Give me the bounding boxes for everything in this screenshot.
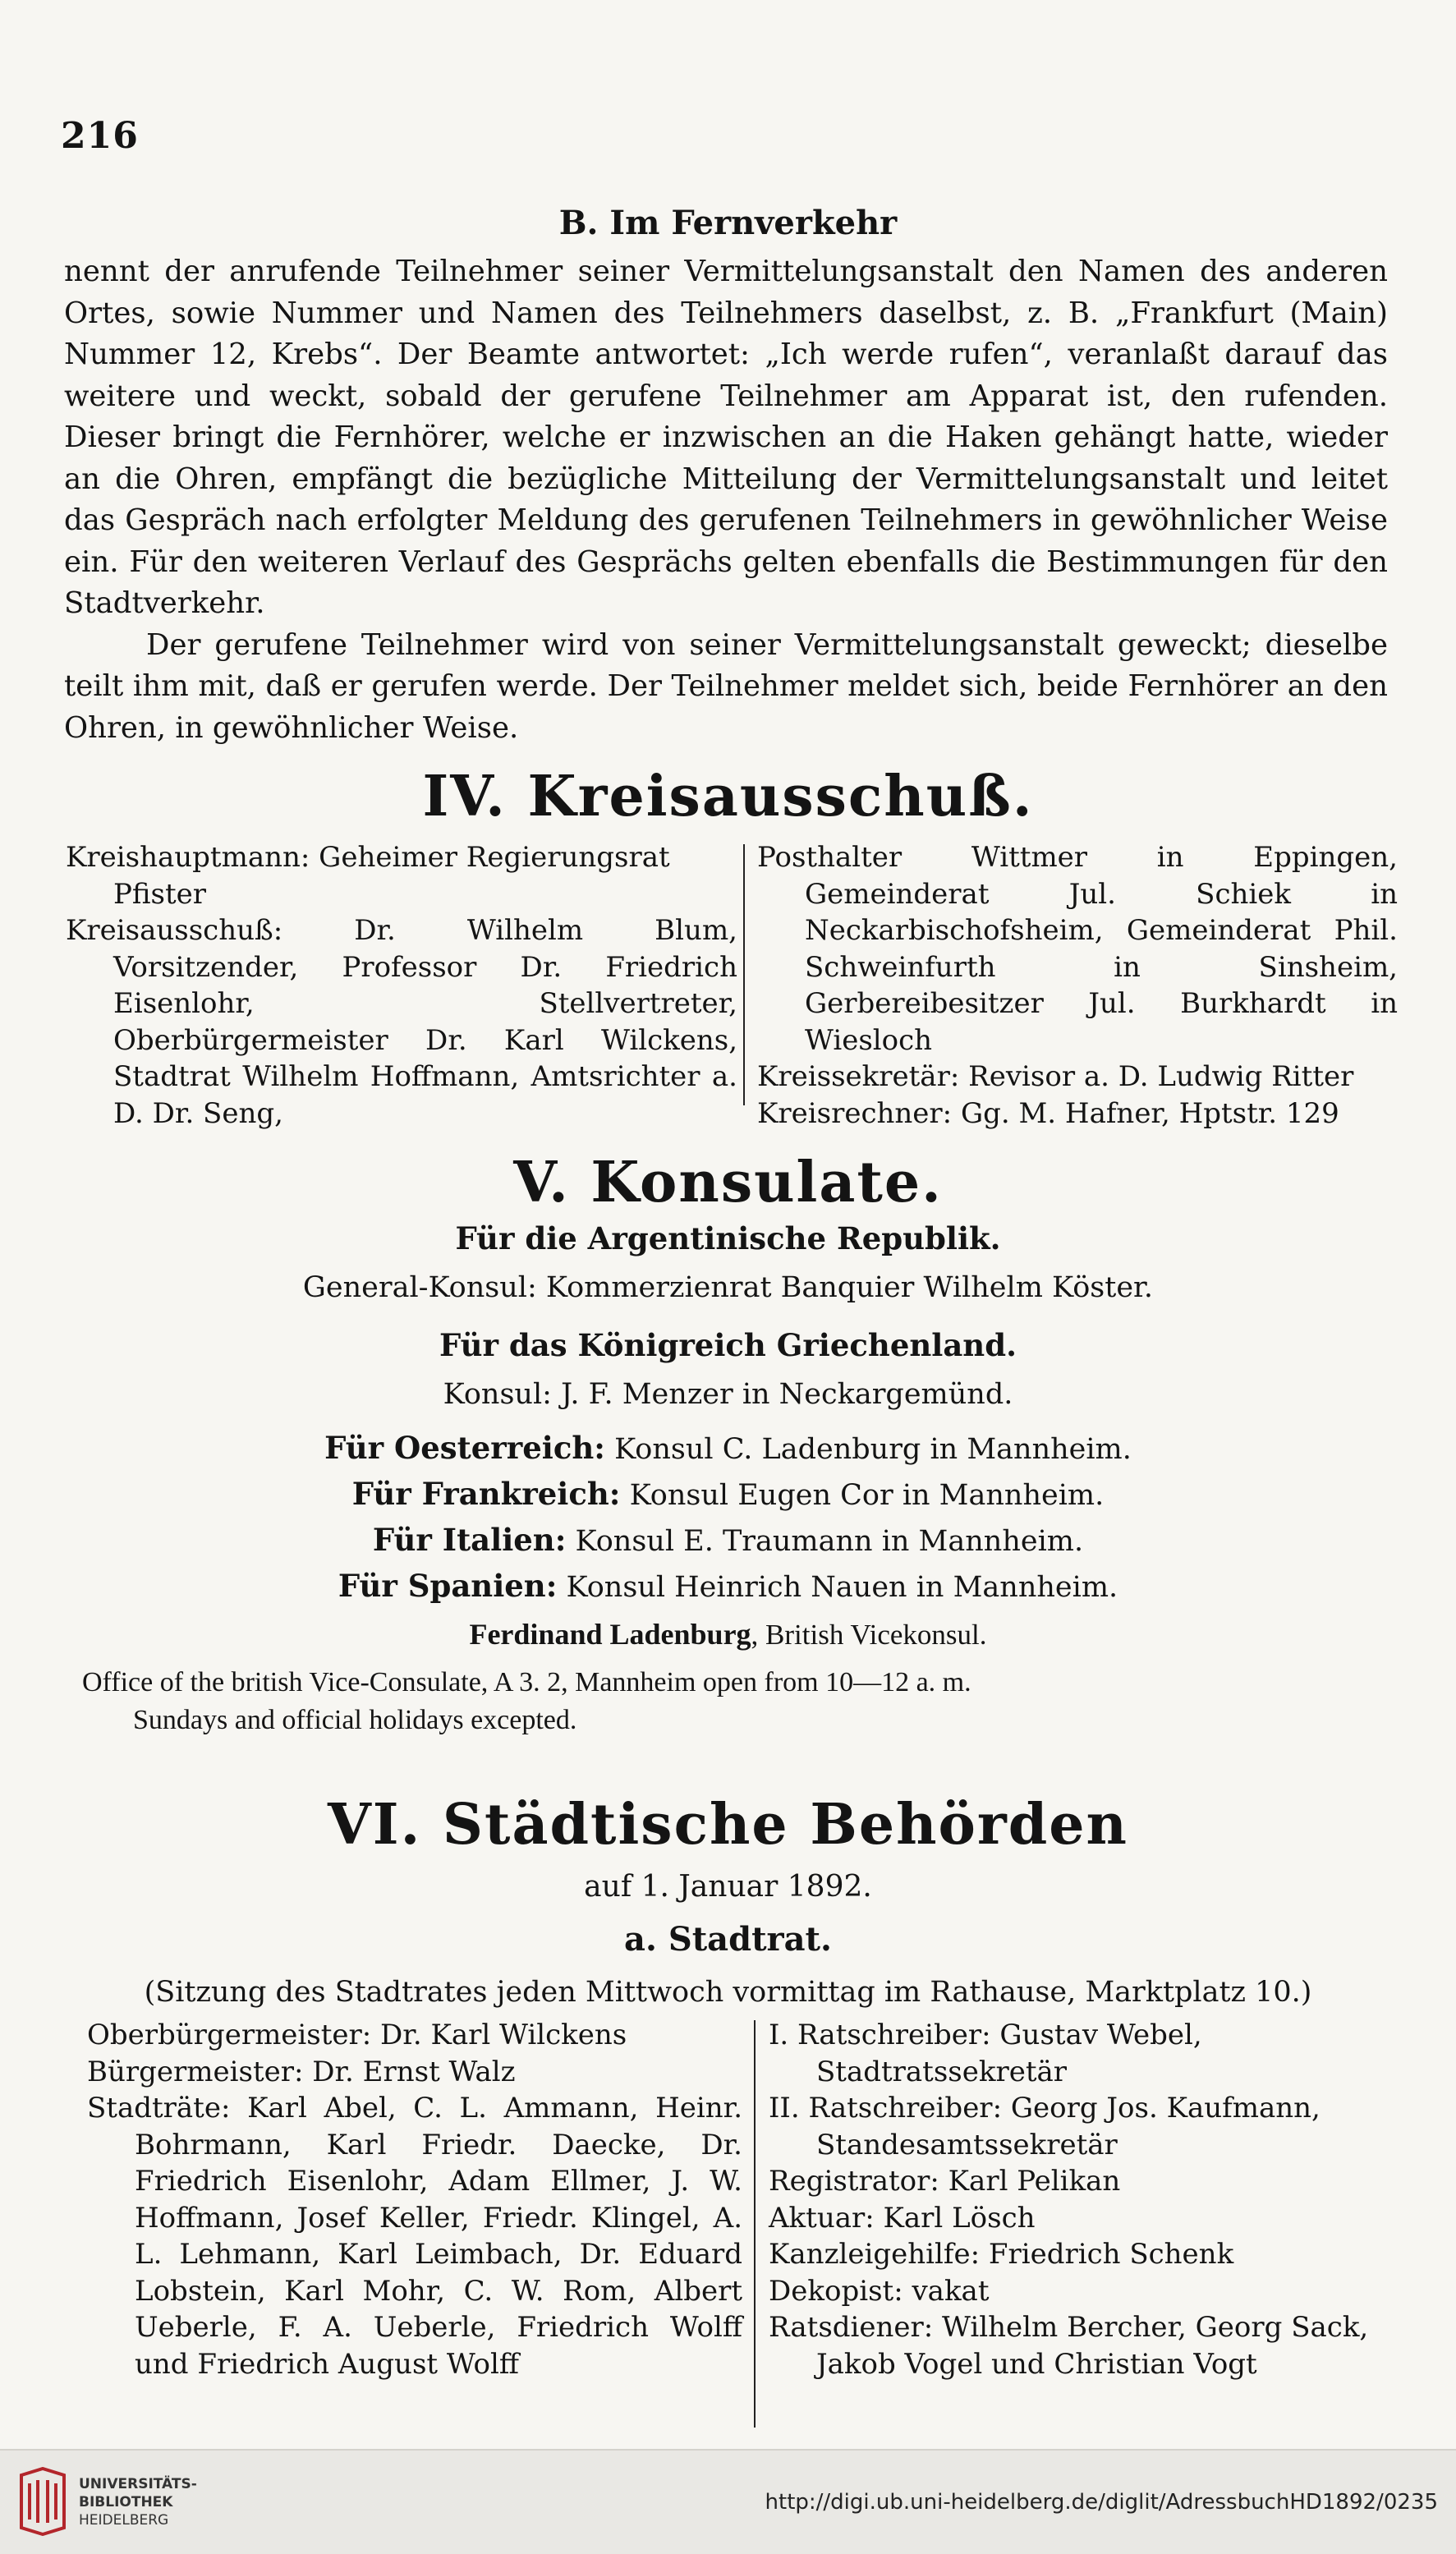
italy-text: Konsul E. Traumann in Mannheim. [575, 1525, 1084, 1558]
italy-label: Für Italien: [372, 1522, 567, 1558]
library-name-line-2: BIBLIOTHEK [79, 2494, 173, 2510]
page-number: 216 [61, 115, 139, 157]
ratsdiener-entry: Ratsdiener: Wilhelm Bercher, Georg Sack, Jakob Vogel und Christian Vogt [769, 2311, 1369, 2381]
section-vi-right-column [769, 2017, 1406, 2382]
section-b-text [64, 251, 1388, 749]
library-name-line-1: UNIVERSITÄTS- [79, 2476, 197, 2492]
kreisausschuss-members-continued: Posthalter Wittmer in Eppingen, Gemeinderat Jul. Schiek in Neckarbischofsheim, Gemeinderat Phil. Schweinfurth in Sinsheim, Gerbereibesitzer Jul. Burkhardt in Wiesloch [757, 841, 1398, 1057]
oberbuergermeister-entry: Oberbürgermeister: Dr. Karl Wilckens [87, 2019, 627, 2051]
austria-text: Konsul C. Ladenburg in Mannheim. [614, 1433, 1132, 1466]
section-vi-left-column [87, 2017, 742, 2382]
argentina-consul: General-Konsul: Kommerzienrat Banquier Wilhelm Köster. [302, 1271, 1154, 1304]
column-divider [743, 844, 745, 1105]
footer-bar [0, 2449, 1456, 2554]
british-office-block [82, 1664, 1412, 1739]
library-name [79, 2475, 197, 2529]
source-url-link[interactable]: http://digi.ub.uni-heidelberg.de/diglit/AdressbuchHD1892/0235 [765, 2490, 1438, 2515]
argentina-heading: Für die Argentinische Republik. [455, 1220, 1001, 1256]
section-iv-right-column [757, 839, 1398, 1132]
spain-text: Konsul Heinrich Nauen in Mannheim. [566, 1571, 1118, 1604]
buergermeister-entry: Bürgermeister: Dr. Ernst Walz [87, 2055, 516, 2088]
kanzleigehilfe-entry: Kanzleigehilfe: Friedrich Schenk [769, 2238, 1234, 2271]
section-iv-left-column [66, 839, 737, 1132]
section-vi-date: auf 1. Januar 1892. [584, 1870, 872, 1904]
section-iv-heading: IV. Kreisausschuß. [422, 764, 1034, 829]
british-office: Office of the british Vice-Consulate, A 3. 2, Mannheim open from 10—12 a. m. [82, 1667, 971, 1697]
section-v-heading: V. Konsulate. [513, 1150, 943, 1215]
registrator-entry: Registrator: Karl Pelikan [769, 2165, 1121, 2198]
dekopist-entry: Dekopist: vakat [769, 2274, 990, 2308]
stadtraete-entry: Stadträte: Karl Abel, C. L. Ammann, Heinr. Bohrmann, Karl Friedr. Daecke, Dr. Friedrich Eisenlohr, Adam Ellmer, J. W. Hoffmann, Josef Keller, Friedr. Klingel, A. L. Lehmann, Karl Leimbach, Dr. Eduard Lobstein, Karl Mohr, C. W. Rom, Albert Ueberle, F. A. Ueberle, Friedrich Wolff und Friedrich August Wolff [87, 2092, 742, 2381]
library-name-line-3: HEIDELBERG [79, 2512, 169, 2529]
section-b-paragraph-2: Der gerufene Teilnehmer wird von seiner Vermittelungsanstalt geweckt; dieselbe teilt ihm mit, daß er gerufen werde. Der Teilnehmer meldet sich, beide Fernhörer an den Ohren, in gewöhnlicher Weise. [64, 627, 1388, 745]
section-vi-heading: VI. Städtische Behörden [328, 1792, 1128, 1858]
stadtrat-heading: a. Stadtrat. [624, 1920, 832, 1959]
university-library-logo-icon [18, 2467, 67, 2536]
british-name: Ferdinand Ladenburg [469, 1618, 751, 1651]
greece-consul-text: Konsul: J. F. Menzer in Neckargemünd. [443, 1378, 1013, 1411]
ratschreiber-1-entry: I. Ratschreiber: Gustav Webel, Stadtratssekretär [769, 2019, 1202, 2088]
kreisausschuss-entry: Kreisausschuß: Dr. Wilhelm Blum, Vorsitzender, Professor Dr. Friedrich Eisenlohr, Stellvertreter, Oberbürgermeister Dr. Karl Wilckens, Stadtrat Wilhelm Hoffmann, Amtsrichter a. D. Dr. Seng, [66, 914, 737, 1130]
british-vicekonsul [0, 1611, 1456, 1658]
kreisrechner-entry: Kreisrechner: Gg. M. Hafner, Hptstr. 129 [757, 1096, 1339, 1130]
france-text: Konsul Eugen Cor in Mannheim. [629, 1479, 1105, 1512]
greece-heading: Für das Königreich Griechenland. [439, 1327, 1017, 1363]
greece-consul [0, 1371, 1456, 1417]
ratschreiber-2-entry: II. Ratschreiber: Georg Jos. Kaufmann, Standesamtssekretär [769, 2092, 1321, 2161]
section-b-heading: B. Im Fernverkehr [558, 204, 898, 242]
british-title: , British Vicekonsul. [751, 1619, 987, 1651]
section-b-paragraph-1: nennt der anrufende Teilnehmer seiner Vermittelungsanstalt den Namen des anderen Ortes, sowie Nummer und Namen des Teilnehmers daselbst, z. B. „Frankfurt (Main) Nummer 12, Krebs“. Der Beamte antwortet: „Ich werde rufen“, veranlaßt darauf das weitere und weckt, sobald der gerufene Teilnehmer am Apparat ist, den rufenden. Dieser bringt die Fernhörer, welche er inzwischen an die Haken gehängt hatte, wieder an die Ohren, empfängt die bezügliche Mitteilung der Vermittelungsanstalt und leitet das Gespräch nach erfolgter Meldung des gerufenen Teilnehmers in gewöhnlicher Weise ein. Für den weiteren Verlauf des Gesprächs gelten ebenfalls die Bestimmungen für den Stadtverkehr. [64, 255, 1388, 620]
france-label: Für Frankreich: [351, 1476, 621, 1512]
column-divider-2 [754, 2020, 756, 2428]
kreishauptmann-entry: Kreishauptmann: Geheimer Regierungsrat Pfister [66, 841, 670, 911]
british-hours: Sundays and official holidays excepted. [133, 1705, 577, 1735]
france-consul [0, 1471, 1456, 1518]
spain-label: Für Spanien: [338, 1568, 558, 1604]
stadtrat-sitting: (Sitzung des Stadtrates jeden Mittwoch vormittag im Rathause, Marktplatz 10.) [144, 1976, 1312, 2009]
austria-consul [0, 1425, 1456, 1472]
kreissekretaer-entry: Kreissekretär: Revisor a. D. Ludwig Ritter [757, 1060, 1354, 1093]
aktuar-entry: Aktuar: Karl Lösch [769, 2201, 1036, 2235]
spain-consul [0, 1563, 1456, 1610]
austria-label: Für Oesterreich: [324, 1430, 605, 1466]
italy-consul [0, 1517, 1456, 1564]
